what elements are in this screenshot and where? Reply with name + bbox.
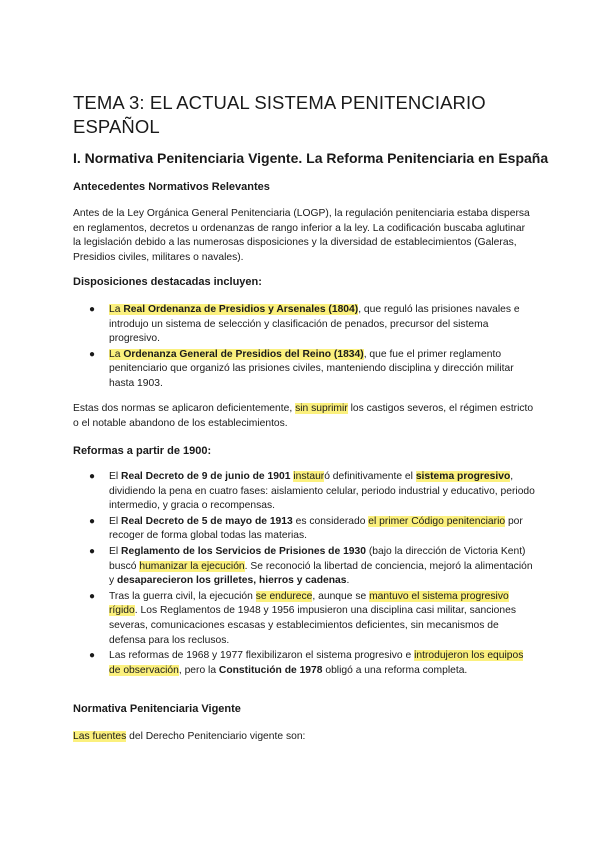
vigente-heading: Normativa Penitenciaria Vigente	[73, 703, 241, 715]
list-item: ● El Real Decreto de 5 de mayo de 1913 es considerado el primer Código penitenciario por recoger de forma global todas las materias.	[89, 515, 523, 542]
disposiciones-closing: Estas dos normas se aplicaron deficientemente, sin suprimir los castigos severos, el régimen estricto o el notable abandono de los establecimientos.	[73, 403, 534, 429]
bullet-icon: ●	[89, 348, 96, 360]
reformas-list	[73, 470, 535, 679]
antecedentes-heading: Antecedentes Normativos Relevantes	[73, 181, 270, 193]
highlight: humanizar la ejecución	[139, 560, 245, 572]
vigente-paragraph: Las fuentes del Derecho Penitenciario vigente son:	[73, 731, 306, 742]
bullet-icon: ●	[89, 304, 96, 315]
bullet-icon: ●	[89, 545, 96, 557]
highlight: el primer Código penitenciario	[368, 515, 506, 527]
highlight: Las fuentes	[73, 731, 127, 742]
list-item: ● El Real Decreto de 9 de junio de 1901 instauró definitivamente el sistema progresivo, dividiendo la pena en cuatro fases: aislamiento celular, periodo industrial y educativo, periodo intermedio, y gracia o recompensas.	[89, 471, 535, 512]
highlight: sin suprimir	[295, 403, 348, 414]
highlight: introdujeron los equipos de observación	[109, 650, 524, 676]
highlight: se endurece	[255, 590, 313, 602]
reformas-heading: Reformas a partir de 1900:	[73, 445, 212, 457]
bullet-icon: ●	[89, 650, 96, 662]
list-item: ● Tras la guerra civil, la ejecución se endurece, aunque se mantuvo el sistema progresivo rígido. Los Reglamentos de 1948 y 1956 impusieron una disciplina casi militar, sanciones severas, comunicaciones escasas y establecimientos deficientes, sin mecanismos de defensa para los reclusos.	[89, 590, 516, 646]
disposiciones-list	[73, 303, 535, 393]
bullet-icon: ●	[89, 590, 96, 602]
section-heading: I. Normativa Penitenciaria Vigente. La Reforma Penitenciaria en España	[73, 150, 549, 166]
highlight: La Ordenanza General de Presidios del Reino (1834)	[109, 348, 364, 360]
highlight: sistema progresivo	[415, 471, 511, 482]
list-item: ● El Reglamento de los Servicios de Prisiones de 1930 (bajo la dirección de Victoria Kent) buscó humanizar la ejecución. Se reconoció la libertad de conciencia, mejoró la alimentación y desaparecieron los grilletes, hierros y cadenas.	[89, 545, 533, 587]
bullet-icon: ●	[89, 515, 96, 527]
page-title: TEMA 3: EL ACTUAL SISTEMA PENITENCIARIO ESPAÑOL	[73, 92, 486, 137]
list-item: ● La Ordenanza General de Presidios del Reino (1834), que fue el primer reglamento penitenciario que organizó las prisiones civiles, manteniendo disciplina y dirección militar hasta 1903.	[89, 348, 514, 389]
highlight: mantuvo el sistema progresivo rígido	[109, 590, 509, 617]
disposiciones-heading: Disposiciones destacadas incluyen:	[73, 276, 262, 288]
highlight: instaur	[293, 471, 325, 482]
antecedentes-paragraph: Antes de la Ley Orgánica General Penitenciaria (LOGP), la regulación penitenciaria estaba dispersa en reglamentos, decretos u ordenanzas de rango inferior a la ley. La codificación buscaba aglutinar la legislación debido a las numerosas disposiciones y la diversidad de establecimientos (Galeras, Presidios civiles, militares o navales).	[73, 208, 530, 263]
bullet-icon: ●	[89, 471, 96, 482]
list-item: ● La Real Ordenanza de Presidios y Arsenales (1804), que reguló las prisiones navales e introdujo un sistema de selección y clasificación de penados, precursor del sistema progresivo.	[89, 304, 520, 345]
list-item: ● Las reformas de 1968 y 1977 flexibilizaron el sistema progresivo e introdujeron los equipos de observación, pero la Constitución de 1978 obligó a una reforma completa.	[89, 650, 524, 676]
highlight: La Real Ordenanza de Presidios y Arsenales (1804)	[109, 304, 359, 315]
